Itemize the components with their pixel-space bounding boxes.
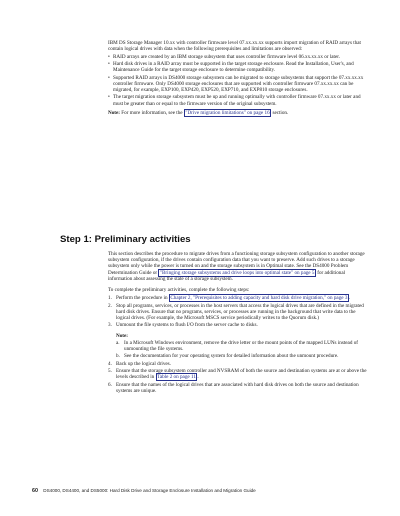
step-5 (108, 368, 370, 380)
list-item: • Hard disk drives in a RAID array must be supported in the target storage enclosure. Read the Installation, User's, and Maintenance Guide for the target storage enclosure to determine compatibility. (108, 61, 370, 73)
steps-intro: To complete the preliminary activities, complete the following steps: (108, 287, 250, 294)
step-text: Perform the procedure in (116, 295, 168, 302)
footer-title: DS4000, DS4400, and DS5000: Hard Disk Drive and Storage Enclosure Installation and Migration Guide (43, 488, 256, 493)
section-block (108, 251, 370, 395)
optimal-state-link[interactable]: "Bringing storage subsystems and drive loops into optimal state" on page 5 (159, 269, 315, 276)
chapter-2-link[interactable]: Chapter 2, "Prerequisites to adding capacity and hard disk drive migration," on page 3 (170, 295, 348, 302)
item-letter: b. (116, 353, 120, 360)
note-text: For more information, see the (121, 109, 183, 116)
step-6 (108, 382, 370, 394)
steps-list (108, 295, 370, 394)
step-text: Ensure that the storage subsystem controller and NVSRAM of both the source and destination systems are at or above the levels described in (116, 368, 367, 381)
step-number: 1. (108, 295, 112, 302)
step-number: 2. (108, 302, 112, 309)
list-item: • The target migration storage subsystem must be up and running optimally with controller firmware 07.xx.xx or later and must be greater than or equal to the firmware version of the original subsystem. (108, 94, 370, 106)
section-text-a: This section describes the procedure to migrate drives from a functioning storage subsystem configuration to another storage subsystem configuration, if the drives contain configuration data that you want to preserve. Add such drives to a storage subsystem only while the power is turned on and the storage subsystem is in Optimal state. See the DS4000 Problem Determination Guide or (108, 251, 365, 276)
step-text: Unmount the file systems to flush I/O from the server cache to disks. (116, 322, 258, 329)
step-text: Ensure that the names of the logical drives that are associated with hard disk drives on both the source and destination systems are unique. (116, 381, 359, 394)
item-letter: a. (116, 339, 120, 346)
page-footer (32, 488, 256, 494)
step-text: Stop all programs, services, or processes in the host servers that access the logical drives that are defined in the migrated hard disk drives. Ensure that no programs, services, or processes are running in the background that write data to the logical drives. (For example, the Microsoft MSCS service periodically writes to the Quorum disk.) (116, 302, 364, 322)
intro-paragraph: IBM DS Storage Manager 10.xx with controller firmware level 07.xx.xx.xx supports import migration of RAID arrays that contain logical drives with data when the following prerequisites and limitations are observed: (108, 40, 361, 53)
step-end: . (197, 374, 199, 381)
note-label: Note: (116, 332, 128, 339)
intro-block (108, 40, 370, 116)
note-item-a (116, 340, 370, 352)
note-label: Note: (108, 109, 120, 116)
list-item: • RAID arrays are created by an IBM storage subsystem that uses controller firmware level 06.xx.xx.xx or later. (108, 54, 370, 60)
step-1 (108, 295, 370, 301)
item-text: See the documentation for your operating system for detailed information about the unmount procedure. (124, 353, 339, 360)
note-item-b (116, 353, 370, 359)
note-list (116, 340, 370, 360)
prerequisites-list (108, 54, 370, 107)
step-3 (108, 322, 370, 359)
step-number: 4. (108, 360, 112, 367)
section-paragraph (108, 251, 370, 282)
intro-note (108, 110, 370, 116)
section-heading: Step 1: Preliminary activities (60, 234, 191, 245)
list-item: • Supported RAID arrays in DS4000 storage subsystem can be migrated to storage subsystems that support the 07.xx.xx.xx controller firmware. Only DS4000 storage enclosures that are supported with controller firmware 07.xx.xx.xx can be migrated, for example, EXP100, EXP420, EXP520, EXP710, and EXP810 storage enclosures. (108, 75, 370, 94)
step-4 (108, 361, 370, 367)
step-text: Back up the logical drives. (116, 360, 171, 367)
table-2-link[interactable]: Table 2 on page 11 (157, 374, 196, 381)
step-end: . (348, 295, 351, 302)
drive-migration-limitations-link[interactable]: "Drive migration limitations" on page 16 (185, 109, 270, 116)
page-number: 60 (32, 488, 38, 494)
step-number: 3. (108, 322, 112, 329)
item-text: In a Microsoft Windows environment, remove the drive letter or the mount points of the mapped LUNs instead of unmounting the file systems. (124, 339, 358, 353)
note-end: section. (272, 109, 289, 116)
step-number: 5. (108, 368, 112, 375)
step-number: 6. (108, 381, 112, 388)
section-text-b: for additional information about assessing the state of a storage subsystem. (108, 269, 346, 282)
step-2 (108, 303, 370, 322)
